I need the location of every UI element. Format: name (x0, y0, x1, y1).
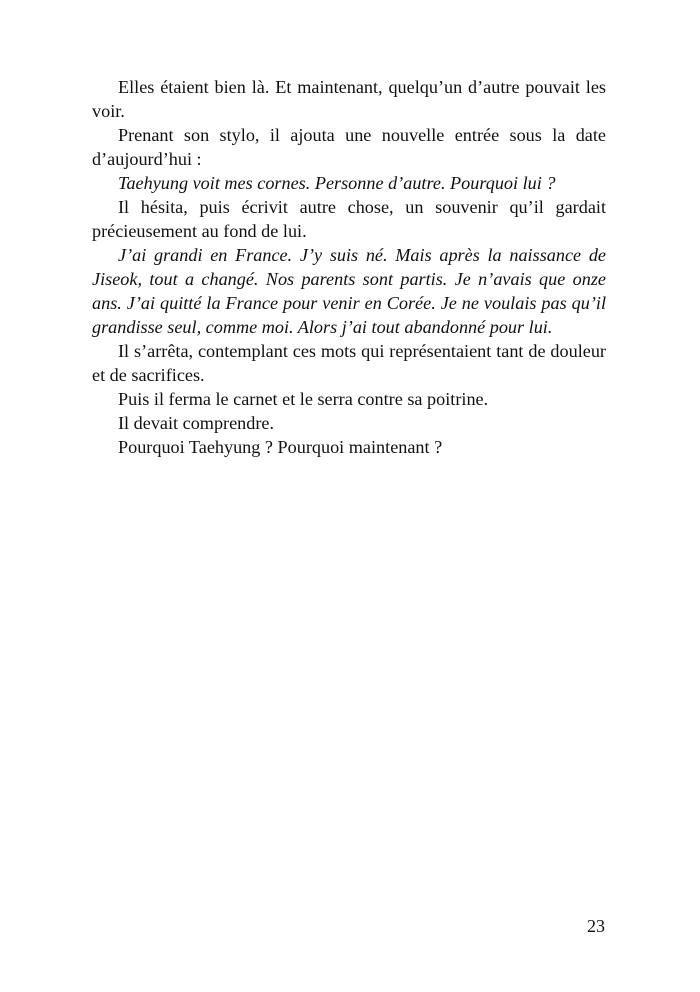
italic-journal-entry: Taehyung voit mes cornes. Personne d’autre. Pourquoi lui ? (118, 173, 556, 193)
italic-memory-passage: J’ai grandi en France. J’y suis né. Mais après la naissance de Jiseok, tout a changé. Nos parents sont partis. Je n’avais que onze ans. J’ai quitté la France pour venir en Corée. Je ne voulais pas qu’il grandisse seul, comme moi. Alors j’ai tout abandonné pour lui. (92, 245, 606, 337)
paragraph: Il s’arrêta, contemplant ces mots qui représentaient tant de douleur et de sacrifices. (92, 341, 606, 385)
paragraph: Prenant son stylo, il ajouta une nouvelle entrée sous la date d’aujourd’hui : (92, 125, 606, 169)
paragraph: Il devait comprendre. (118, 413, 275, 433)
body-text (92, 75, 606, 459)
page-number: 23 (587, 916, 605, 936)
paragraph: Il hésita, puis écrivit autre chose, un souvenir qu’il gardait précieusement au fond de lui. (92, 197, 606, 241)
paragraph: Elles étaient bien là. Et maintenant, quelqu’un d’autre pouvait les voir. (92, 77, 606, 121)
paragraph: Puis il ferma le carnet et le serra contre sa poitrine. (118, 389, 489, 409)
paragraph: Pourquoi Taehyung ? Pourquoi maintenant ? (118, 437, 443, 457)
